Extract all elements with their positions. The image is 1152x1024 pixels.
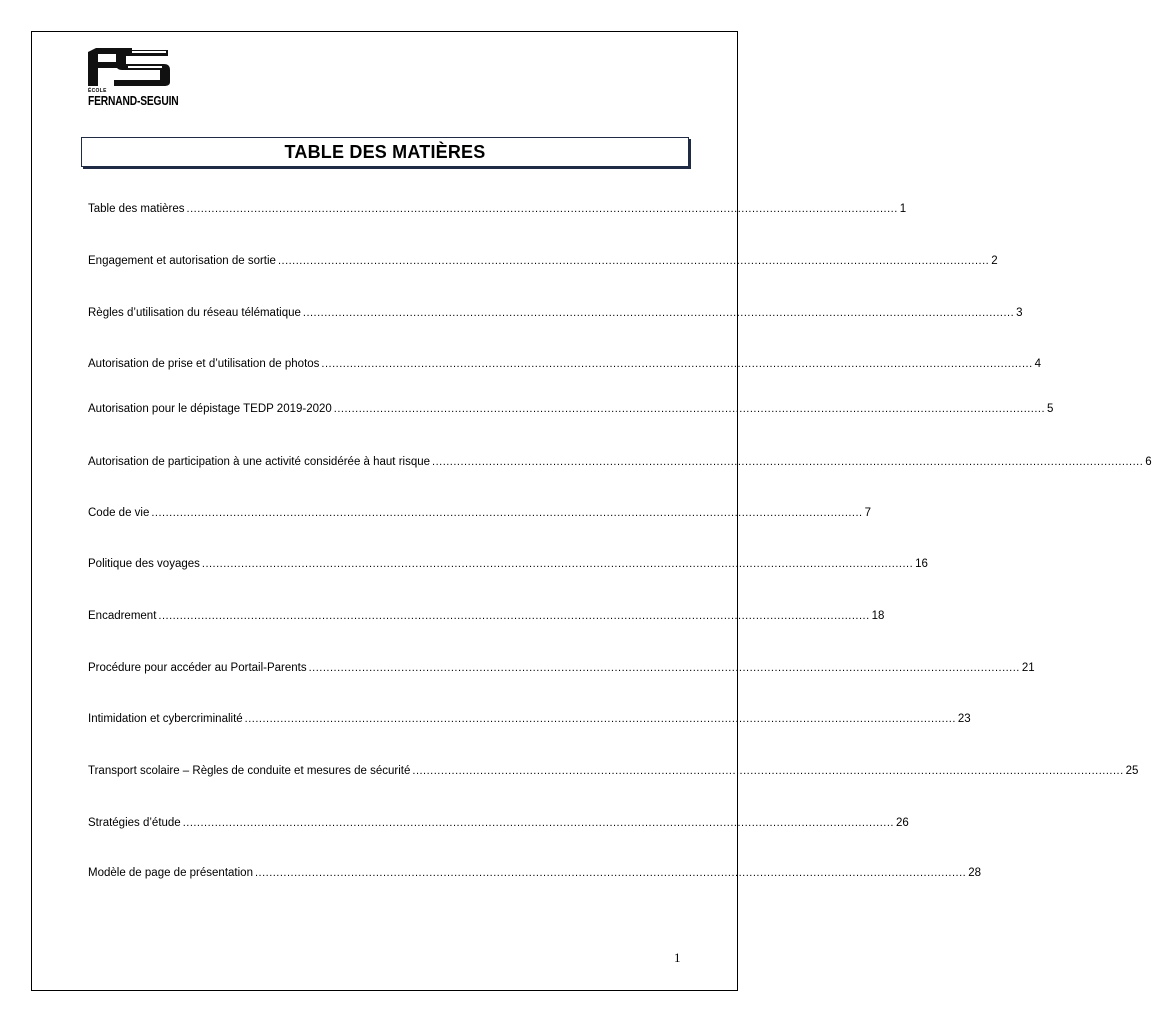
toc-entry-label: Autorisation pour le dépistage TEDP 2019-2020 <box>88 403 332 415</box>
toc-entry[interactable] <box>88 864 981 880</box>
toc-entry-page: 6 <box>1145 456 1152 468</box>
toc-leader: ........................................................................................................................................................................................................ <box>412 765 1124 777</box>
toc-leader: ........................................................................................................................................................................................................ <box>308 662 1020 674</box>
toc-entry-page: 21 <box>1021 662 1035 674</box>
page-title: TABLE DES MATIÈRES <box>284 141 486 162</box>
toc-leader: ........................................................................................................................................................................................................ <box>302 307 1015 319</box>
toc-entry-label: Code de vie <box>88 507 150 519</box>
toc-leader: ........................................................................................................................................................................................................ <box>254 867 967 879</box>
toc-entry-label: Procédure pour accéder au Portail-Parents <box>88 662 307 674</box>
toc-entry[interactable] <box>88 453 1152 469</box>
toc-entry[interactable] <box>88 710 971 726</box>
toc-entry-label: Engagement et autorisation de sortie <box>88 255 276 267</box>
toc-entry-page: 25 <box>1125 765 1139 777</box>
toc-leader: ........................................................................................................................................................................................................ <box>201 558 914 570</box>
toc-leader: ........................................................................................................................................................................................................ <box>158 610 870 622</box>
school-logo <box>88 48 198 118</box>
toc-entry-label: Stratégies d’étude <box>88 817 181 829</box>
toc-entry-label: Transport scolaire – Règles de conduite et mesures de sécurité <box>88 765 411 777</box>
toc-leader: ........................................................................................................................................................................................................ <box>151 507 863 519</box>
toc-entry-page: 28 <box>968 867 981 879</box>
toc-entry-label: Autorisation de prise et d’utilisation de photos <box>88 358 320 370</box>
toc-entry-page: 26 <box>895 817 909 829</box>
toc-entry-label: Autorisation de participation à une activité considérée à haut risque <box>88 456 431 468</box>
toc-entry-label: Modèle de page de présentation <box>88 867 253 879</box>
toc-entry[interactable] <box>88 200 907 216</box>
toc-leader: ........................................................................................................................................................................................................ <box>321 358 1033 370</box>
title-box <box>81 137 689 167</box>
toc-entry-page: 4 <box>1034 358 1042 370</box>
toc-entry[interactable] <box>88 400 1054 416</box>
toc-entry[interactable] <box>88 555 928 571</box>
toc-entry[interactable] <box>88 607 885 623</box>
toc-entry[interactable] <box>88 252 998 268</box>
toc-entry-label: Intimidation et cybercriminalité <box>88 713 243 725</box>
toc-entry-label: Table des matières <box>88 203 185 215</box>
toc-entry-page: 1 <box>899 203 907 215</box>
toc-entry[interactable] <box>88 659 1035 675</box>
fs-logo-icon <box>88 48 178 88</box>
toc-leader: ........................................................................................................................................................................................................ <box>186 203 898 215</box>
toc-leader: ........................................................................................................................................................................................................ <box>432 456 1144 468</box>
toc-entry[interactable] <box>88 355 1042 371</box>
toc-entry-label: Politique des voyages <box>88 558 200 570</box>
toc-entry-label: Encadrement <box>88 610 157 622</box>
toc-entry-page: 23 <box>957 713 971 725</box>
toc-entry[interactable] <box>88 762 1139 778</box>
page-number: 1 <box>674 950 681 965</box>
toc-leader: ........................................................................................................................................................................................................ <box>182 817 894 829</box>
toc-entry-label: Règles d’utilisation du réseau télématique <box>88 307 301 319</box>
logo-small-text: ÉCOLE <box>88 88 107 94</box>
toc-entry-page: 18 <box>871 610 885 622</box>
toc-entry-page: 16 <box>915 558 928 570</box>
toc-entry-page: 2 <box>991 255 998 267</box>
toc-leader: ........................................................................................................................................................................................................ <box>277 255 990 267</box>
toc-entry-page: 3 <box>1016 307 1023 319</box>
logo-school-name: FERNAND-SEGUIN <box>88 94 179 108</box>
toc-leader: ........................................................................................................................................................................................................ <box>244 713 956 725</box>
toc-entry[interactable] <box>88 814 909 830</box>
toc-entry[interactable] <box>88 304 1023 320</box>
toc-entry-page: 5 <box>1047 403 1054 415</box>
toc-leader: ........................................................................................................................................................................................................ <box>333 403 1046 415</box>
toc-entry[interactable] <box>88 504 872 520</box>
toc-entry-page: 7 <box>864 507 872 519</box>
